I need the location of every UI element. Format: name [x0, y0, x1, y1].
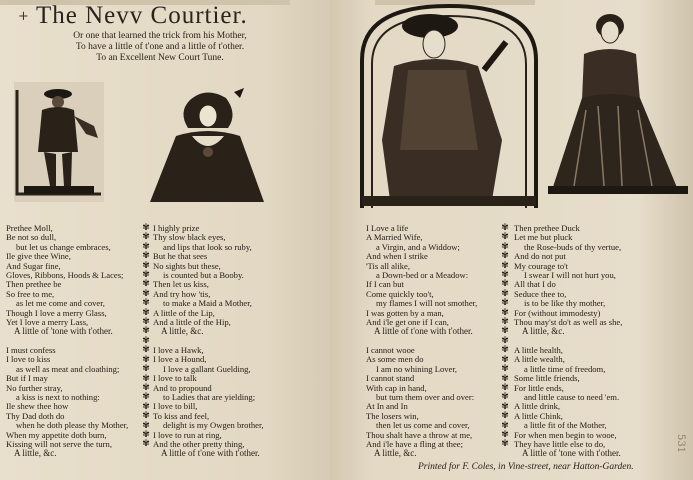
verse-line: And i'le have a fling at thee;	[366, 438, 463, 449]
fleuron-icon: ✾	[501, 307, 509, 318]
verse-line: Thy Dad doth do	[6, 410, 65, 421]
verse-line: When my appetite doth burn,	[6, 429, 107, 440]
stanza	[514, 346, 622, 459]
verse-column-2	[153, 224, 264, 468]
verse-line: A Married Wife,	[366, 232, 423, 243]
verse-line: Then let us kiss,	[153, 279, 209, 290]
fleuron-icon: ✾	[142, 251, 150, 262]
verse-line: At In and In	[366, 401, 408, 412]
refrain-line: A little, &c.	[161, 326, 204, 337]
stanza	[153, 224, 264, 337]
verse-line: then let us come and cover,	[376, 420, 470, 431]
fleuron-icon: ✾	[142, 373, 150, 384]
verse-line: is to be like thy mother,	[524, 298, 606, 309]
fleuron-icon: ✾	[142, 364, 150, 375]
verse-line: a Virgin, and a Widdow;	[376, 241, 460, 252]
woodcut-mother	[548, 10, 688, 200]
verse-line: I cannot stand	[366, 373, 415, 384]
verse-line: Ile shew thee how	[6, 401, 69, 412]
stanza	[6, 346, 128, 459]
verse-line: A little wealth,	[514, 354, 565, 365]
stanza	[6, 224, 128, 337]
fleuron-icon: ✾	[142, 401, 150, 412]
fleuron-icon: ✾	[142, 223, 150, 233]
verse-line: Kissing will not serve the turn,	[6, 438, 112, 449]
woodcut-gentleman	[14, 82, 104, 202]
fleuron-icon: ✾	[142, 382, 150, 393]
verse-line: And Sugar fine,	[6, 260, 61, 271]
verse-line: the Rose-buds of thy vertue,	[524, 241, 622, 252]
fleuron-icon: ✾	[142, 345, 150, 356]
verse-line: delight is my Owgen brother,	[163, 420, 264, 431]
fleuron-icon: ✾	[501, 439, 509, 450]
verse-line: 'Tis all alike,	[366, 260, 410, 271]
fleuron-icon: ✾	[501, 326, 509, 337]
verse-line: As some men do	[366, 354, 424, 365]
verse-line: For when men begin to wooe,	[514, 429, 617, 440]
fleuron-icon: ✾	[501, 232, 509, 243]
stanza	[366, 224, 477, 337]
verse-line: To kiss and feel,	[153, 410, 210, 421]
fleuron-icon: ✾	[142, 335, 150, 346]
verse-line: Be not so dull,	[6, 232, 57, 243]
verse-line: I love a gallant Guelding,	[163, 363, 251, 374]
verse-line: when he doth please thy Mother,	[16, 420, 129, 431]
verse-line: Then prethee Duck	[514, 223, 580, 233]
fleuron-border	[499, 224, 511, 450]
fleuron-icon: ✾	[501, 279, 509, 290]
verse-line: For (without immodesty)	[514, 307, 601, 318]
subtitle-line: To have a little of t'one and a little of t'other.	[75, 42, 245, 52]
verse-line: But if I may	[6, 373, 48, 384]
verse-line: a Down-bed or a Meadow:	[376, 270, 469, 281]
stanza	[514, 224, 622, 337]
fleuron-icon: ✾	[142, 288, 150, 299]
fleuron-icon: ✾	[142, 232, 150, 243]
page-number: 531	[675, 433, 687, 454]
verse-line: I love to run at ring,	[153, 429, 222, 440]
verse-column-4	[514, 224, 622, 468]
verse-line: I love to talk	[153, 373, 197, 384]
verse-line: Thy slow black eyes,	[153, 232, 226, 243]
fleuron-icon: ✾	[501, 317, 509, 328]
verse-line: Some little friends,	[514, 373, 580, 384]
verse-line: I Love a life	[366, 223, 409, 233]
verse-line: For little ends,	[514, 382, 564, 393]
verse-column-1	[6, 224, 128, 468]
verse-line: So free to me,	[6, 288, 55, 299]
verse-line: I love to kiss	[6, 354, 51, 365]
refrain-line: A little, &c.	[522, 326, 565, 337]
fleuron-icon: ✾	[142, 439, 150, 450]
printer-imprint: Printed for F. Coles, in Vine-street, near Hatton-Garden.	[418, 462, 634, 472]
fleuron-icon: ✾	[501, 241, 509, 252]
verse-line: The losers win,	[366, 410, 419, 421]
fleuron-icon: ✾	[501, 401, 509, 412]
verse-line: I love a Hound,	[153, 354, 207, 365]
verse-line: I love a Hawk,	[153, 344, 204, 355]
fleuron-icon: ✾	[501, 335, 509, 346]
verse-line: A little Chink,	[514, 410, 563, 421]
verse-line: I highly prize	[153, 223, 200, 233]
refrain-line: A little of 'tone with t'other.	[14, 326, 113, 337]
verse-line: No sights but these,	[153, 260, 221, 271]
refrain-line: A little, &c.	[374, 448, 417, 459]
ballad-title: The Nevv Courtier.	[36, 2, 248, 29]
woodcut-lady	[146, 86, 268, 206]
fleuron-icon: ✾	[142, 270, 150, 281]
verse-line: I am no whining Lover,	[376, 363, 458, 374]
verse-line: And the other pretty thing,	[153, 438, 245, 449]
verse-line: but let us change embraces,	[16, 241, 111, 252]
verse-line: And i'le get one if I can,	[366, 317, 449, 328]
verse-line: a kiss is next to nothing:	[16, 391, 100, 402]
fleuron-icon: ✾	[501, 382, 509, 393]
fleuron-icon: ✾	[142, 307, 150, 318]
verse-line: I love to bill,	[153, 401, 198, 412]
verse-line: And do not put	[514, 251, 566, 262]
fleuron-icon: ✾	[501, 345, 509, 356]
verse-line: But he that sees	[153, 251, 208, 262]
fleuron-icon: ✾	[501, 373, 509, 384]
verse-line: With cap in hand,	[366, 382, 427, 393]
fleuron-icon: ✾	[142, 354, 150, 365]
verse-line: Seduce thee to,	[514, 288, 567, 299]
verse-line: A little drink,	[514, 401, 561, 412]
verse-line: And when I strike	[366, 251, 428, 262]
fleuron-icon: ✾	[142, 260, 150, 271]
verse-line: and lips that look so ruby,	[163, 241, 252, 252]
fleuron-icon: ✾	[142, 241, 150, 252]
verse-line: I swear I will not hurt you,	[524, 270, 616, 281]
verse-line: They have little else to do,	[514, 438, 606, 449]
verse-line: a little fit of the Mother,	[524, 420, 607, 431]
fleuron-icon: ✾	[142, 279, 150, 290]
fleuron-icon: ✾	[501, 251, 509, 262]
verse-line: And to propound	[153, 382, 212, 393]
fleuron-icon: ✾	[501, 420, 509, 431]
verse-line: Yet I love a merry Lass,	[6, 317, 89, 328]
verse-line: My courage to't	[514, 260, 569, 271]
fleuron-icon: ✾	[501, 411, 509, 422]
verse-column-3	[366, 224, 477, 468]
verse-line: Let me but pluck	[514, 232, 573, 243]
verse-line: I must confess	[6, 344, 56, 355]
verse-line: my flames I will not smother,	[376, 298, 478, 309]
verse-line: If I can but	[366, 279, 404, 290]
fleuron-icon: ✾	[142, 317, 150, 328]
stanza	[366, 346, 477, 459]
verse-line: No further stray,	[6, 382, 63, 393]
verse-line: Gloves, Ribbons, Hoods & Laces;	[6, 270, 124, 281]
verse-line: as well as meat and cloathing;	[16, 363, 120, 374]
fleuron-icon: ✾	[501, 392, 509, 403]
verse-line: Ile give thee Wine,	[6, 251, 71, 262]
refrain-line: A little of t'one with t'other.	[161, 448, 260, 459]
verse-line: Thou may'st do't as well as she,	[514, 317, 623, 328]
fleuron-icon: ✾	[501, 270, 509, 281]
fleuron-icon: ✾	[501, 429, 509, 440]
woodcut-cavalier-in-arch	[356, 0, 542, 208]
verse-line: Though I love a merry Glass,	[6, 307, 107, 318]
subtitle-line: Or one that learned the trick from his Mother,	[73, 31, 247, 41]
verse-line: is counted but a Booby.	[163, 270, 244, 281]
fleuron-icon: ✾	[142, 392, 150, 403]
verse-line: but turn them over and over:	[376, 391, 475, 402]
verse-line: And try how 'tis,	[153, 288, 211, 299]
fleuron-icon: ✾	[142, 326, 150, 337]
fleuron-border	[140, 224, 152, 450]
fleuron-icon: ✾	[501, 298, 509, 309]
cross-mark: +	[18, 9, 29, 24]
verse-line: as let me come and cover,	[16, 298, 105, 309]
verse-line: Prethee Moll,	[6, 223, 53, 233]
verse-line: to make a Maid a Mother,	[163, 298, 252, 309]
verse-line: to Ladies that are yielding;	[163, 391, 256, 402]
verse-line: I cannot wooe	[366, 344, 415, 355]
stanza	[153, 346, 264, 459]
verse-line: And a little of the Hip,	[153, 317, 231, 328]
fleuron-icon: ✾	[501, 354, 509, 365]
fleuron-icon: ✾	[142, 298, 150, 309]
refrain-line: A little of 'tone with t'other.	[522, 448, 621, 459]
verse-line: a little time of freedom,	[524, 363, 606, 374]
fleuron-icon: ✾	[501, 364, 509, 375]
refrain-line: A little, &c.	[14, 448, 57, 459]
verse-line: Then prethee be	[6, 279, 62, 290]
refrain-line: A little of t'one with t'other.	[374, 326, 473, 337]
verse-line: A little of the Lip,	[153, 307, 215, 318]
verse-line: A little health,	[514, 344, 563, 355]
fleuron-icon: ✾	[501, 288, 509, 299]
subtitle-line: To an Excellent New Court Tune.	[96, 53, 224, 63]
verse-line: Come quickly too't,	[366, 288, 434, 299]
fleuron-icon: ✾	[501, 223, 509, 233]
verse-line: and little cause to need 'em.	[524, 391, 620, 402]
verse-line: I was gotten by a man,	[366, 307, 444, 318]
verse-line: All that I do	[514, 279, 556, 290]
fleuron-icon: ✾	[142, 411, 150, 422]
fleuron-icon: ✾	[501, 260, 509, 271]
fleuron-icon: ✾	[142, 420, 150, 431]
verse-line: Thou shalt have a throw at me,	[366, 429, 473, 440]
fleuron-icon: ✾	[142, 429, 150, 440]
